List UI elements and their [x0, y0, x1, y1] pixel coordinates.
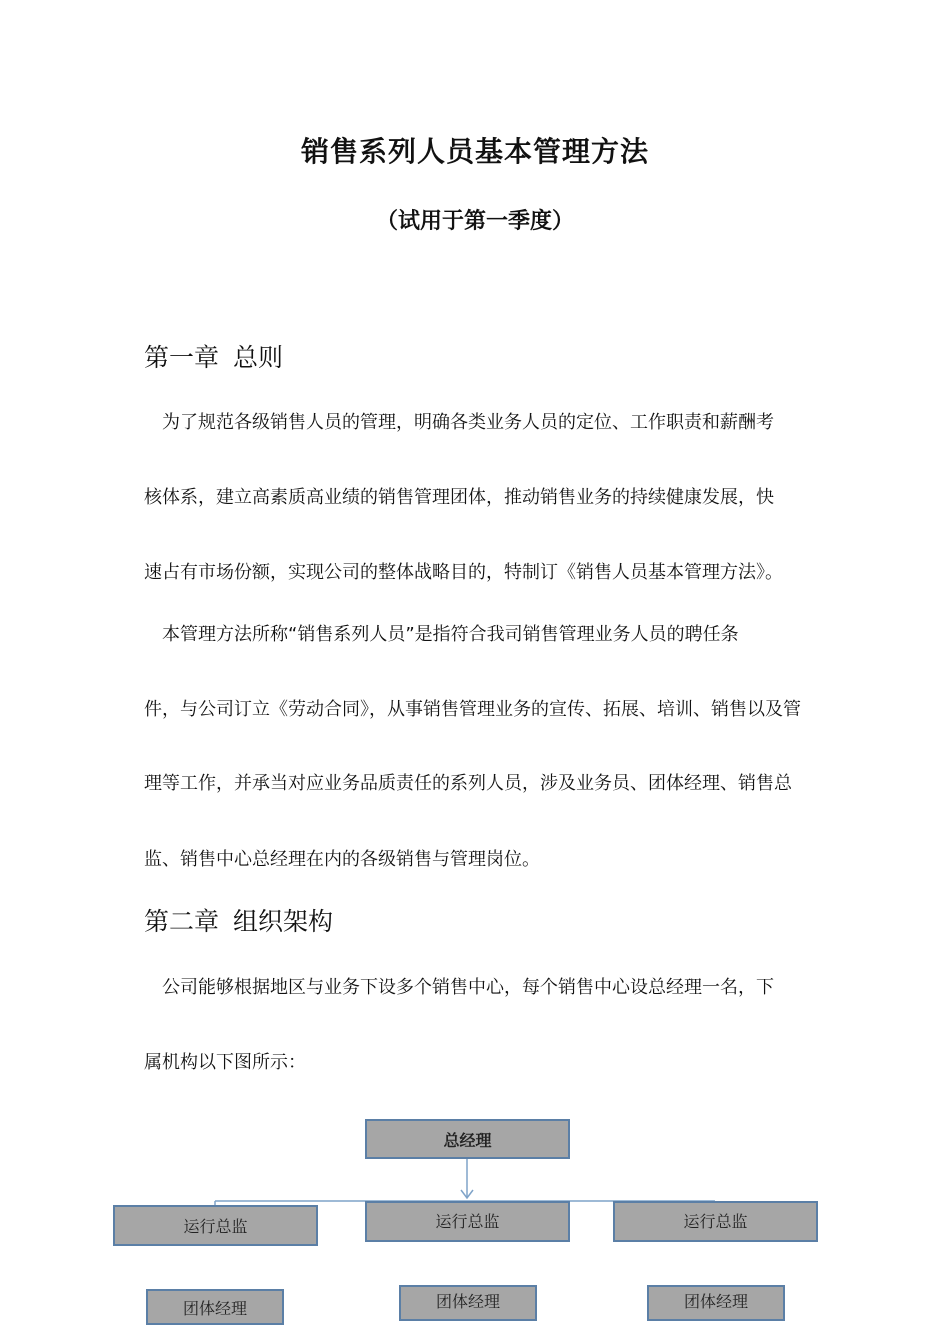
org-box-operations-director: 运行总监 [113, 1205, 318, 1246]
paragraph-line: 件，与公司订立《劳动合同》，从事销售管理业务的宣传、拓展、培训、销售以及管 [144, 699, 801, 720]
chapter-number: 第一章 [144, 343, 220, 372]
paragraph-line: 速占有市场份额，实现公司的整体战略目的，特制订《销售人员基本管理方法》。 [144, 562, 783, 583]
paragraph-line: 核体系，建立高素质高业绩的销售管理团体，推动销售业务的持续健康发展，快 [144, 487, 774, 508]
chapter-number: 第二章 [144, 907, 220, 936]
document-subtitle: （试用于第一季度） [375, 209, 574, 234]
paragraph-line: 本管理方法所称“销售系列人员”是指符合我司销售管理业务人员的聘任条 [162, 624, 739, 645]
org-box-group-manager: 团体经理 [146, 1289, 284, 1325]
paragraph-line: 理等工作，并承当对应业务品质责任的系列人员，涉及业务员、团体经理、销售总 [144, 773, 792, 794]
org-box-group-manager: 团体经理 [399, 1285, 537, 1321]
paragraph-line: 属机构以下图所示： [144, 1052, 306, 1073]
paragraph-line: 监、销售中心总经理在内的各级销售与管理岗位。 [144, 849, 540, 870]
paragraph-line: 为了规范各级销售人员的管理，明确各类业务人员的定位、工作职责和薪酬考 [162, 412, 774, 433]
chapter-name: 组织架构 [233, 907, 334, 936]
org-box-operations-director: 运行总监 [613, 1201, 818, 1242]
paragraph-line: 公司能够根据地区与业务下设多个销售中心，每个销售中心设总经理一名，下 [162, 977, 774, 998]
chapter-name: 总则 [233, 343, 284, 372]
document-title: 销售系列人员基本管理方法 [300, 135, 649, 168]
org-box-group-manager: 团体经理 [647, 1285, 785, 1321]
org-box-operations-director: 运行总监 [365, 1201, 570, 1242]
org-box-general-manager: 总经理 [365, 1119, 570, 1159]
